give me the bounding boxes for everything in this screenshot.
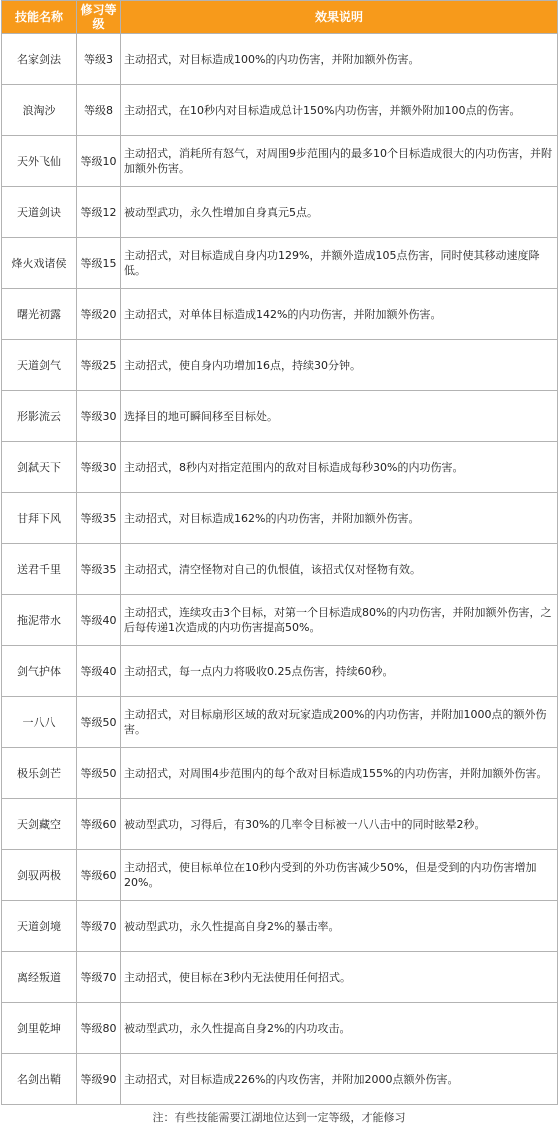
skill-name-cell: 剑弑天下 xyxy=(2,442,77,493)
skill-name-cell: 浪淘沙 xyxy=(2,85,77,136)
level-cell: 等级30 xyxy=(77,391,121,442)
effect-cell: 主动招式，每一点内力将吸收0.25点伤害，持续60秒。 xyxy=(121,646,558,697)
table-row xyxy=(2,187,558,238)
effect-cell: 主动招式，对目标造成自身内功129%，并额外造成105点伤害，同时使其移动速度降低。 xyxy=(121,238,558,289)
skill-name-cell: 天道剑气 xyxy=(2,340,77,391)
table-row xyxy=(2,289,558,340)
skill-name-cell: 天剑藏空 xyxy=(2,799,77,850)
skill-name-cell: 形影流云 xyxy=(2,391,77,442)
skill-name-cell: 甘拜下风 xyxy=(2,493,77,544)
skill-name-cell: 天外飞仙 xyxy=(2,136,77,187)
level-cell: 等级60 xyxy=(77,850,121,901)
skill-name-cell: 名家剑法 xyxy=(2,34,77,85)
table-row xyxy=(2,340,558,391)
effect-cell: 主动招式，对单体目标造成142%的内功伤害，并附加额外伤害。 xyxy=(121,289,558,340)
table-row xyxy=(2,850,558,901)
level-cell: 等级15 xyxy=(77,238,121,289)
table-row xyxy=(2,748,558,799)
skill-name-cell: 拖泥带水 xyxy=(2,595,77,646)
header-effect: 效果说明 xyxy=(121,1,558,34)
table-row xyxy=(2,697,558,748)
table-row xyxy=(2,952,558,1003)
header-skill-name: 技能名称 xyxy=(2,1,77,34)
level-cell: 等级40 xyxy=(77,646,121,697)
table-row xyxy=(2,238,558,289)
table-row xyxy=(2,136,558,187)
level-cell: 等级60 xyxy=(77,799,121,850)
table-row xyxy=(2,646,558,697)
skill-name-cell: 剑气护体 xyxy=(2,646,77,697)
level-cell: 等级50 xyxy=(77,697,121,748)
skill-name-cell: 剑里乾坤 xyxy=(2,1003,77,1054)
skill-name-cell: 天道剑诀 xyxy=(2,187,77,238)
effect-cell: 主动招式，消耗所有怒气，对周围9步范围内的最多10个目标造成很大的内功伤害，并附加额外伤害。 xyxy=(121,136,558,187)
table-row xyxy=(2,544,558,595)
effect-cell: 主动招式，使目标单位在10秒内受到的外功伤害减少50%，但是受到的内功伤害增加20%。 xyxy=(121,850,558,901)
header-level: 修习等级 xyxy=(77,1,121,34)
effect-cell: 主动招式，清空怪物对自己的仇恨值，该招式仅对怪物有效。 xyxy=(121,544,558,595)
table-row xyxy=(2,391,558,442)
level-cell: 等级3 xyxy=(77,34,121,85)
effect-cell: 主动招式，对目标造成100%的内功伤害，并附加额外伤害。 xyxy=(121,34,558,85)
footnote: 注：有些技能需要江湖地位达到一定等级，才能修习 xyxy=(152,1111,406,1124)
skill-name-cell: 剑驭两极 xyxy=(2,850,77,901)
effect-cell: 主动招式，8秒内对指定范围内的敌对目标造成每秒30%的内功伤害。 xyxy=(121,442,558,493)
level-cell: 等级10 xyxy=(77,136,121,187)
level-cell: 等级12 xyxy=(77,187,121,238)
table-row xyxy=(2,442,558,493)
level-cell: 等级50 xyxy=(77,748,121,799)
level-cell: 等级80 xyxy=(77,1003,121,1054)
level-cell: 等级35 xyxy=(77,544,121,595)
level-cell: 等级40 xyxy=(77,595,121,646)
level-cell: 等级70 xyxy=(77,952,121,1003)
table-row xyxy=(2,799,558,850)
effect-cell: 主动招式，对目标造成162%的内功伤害，并附加额外伤害。 xyxy=(121,493,558,544)
level-cell: 等级20 xyxy=(77,289,121,340)
skill-name-cell: 极乐剑芒 xyxy=(2,748,77,799)
effect-cell: 主动招式，使自身内功增加16点，持续30分钟。 xyxy=(121,340,558,391)
level-cell: 等级90 xyxy=(77,1054,121,1105)
skill-name-cell: 天道剑境 xyxy=(2,901,77,952)
skills-table xyxy=(1,0,558,1105)
table-row xyxy=(2,1003,558,1054)
effect-cell: 被动型武功，永久性提高自身2%的暴击率。 xyxy=(121,901,558,952)
skill-name-cell: 离经叛道 xyxy=(2,952,77,1003)
level-cell: 等级70 xyxy=(77,901,121,952)
skill-name-cell: 一八八 xyxy=(2,697,77,748)
level-cell: 等级25 xyxy=(77,340,121,391)
skill-name-cell: 名剑出鞘 xyxy=(2,1054,77,1105)
effect-cell: 被动型武功，永久性提高自身2%的内功攻击。 xyxy=(121,1003,558,1054)
effect-cell: 被动型武功，习得后，有30%的几率令目标被一八八击中的同时眩晕2秒。 xyxy=(121,799,558,850)
effect-cell: 主动招式，连续攻击3个目标，对第一个目标造成80%的内功伤害，并附加额外伤害，之后每传递1次造成的内功伤害提高50%。 xyxy=(121,595,558,646)
level-cell: 等级8 xyxy=(77,85,121,136)
effect-cell: 主动招式，在10秒内对目标造成总计150%内功伤害，并额外附加100点的伤害。 xyxy=(121,85,558,136)
effect-cell: 主动招式，使目标在3秒内无法使用任何招式。 xyxy=(121,952,558,1003)
effect-cell: 主动招式，对目标造成226%的内攻伤害，并附加2000点额外伤害。 xyxy=(121,1054,558,1105)
level-cell: 等级30 xyxy=(77,442,121,493)
skill-name-cell: 曙光初露 xyxy=(2,289,77,340)
table-row xyxy=(2,34,558,85)
effect-cell: 选择目的地可瞬间移至目标处。 xyxy=(121,391,558,442)
table-row xyxy=(2,901,558,952)
table-row xyxy=(2,595,558,646)
level-cell: 等级35 xyxy=(77,493,121,544)
effect-cell: 被动型武功，永久性增加自身真元5点。 xyxy=(121,187,558,238)
table-row xyxy=(2,85,558,136)
table-row xyxy=(2,493,558,544)
skill-name-cell: 烽火戏诸侯 xyxy=(2,238,77,289)
table-row xyxy=(2,1054,558,1105)
effect-cell: 主动招式，对目标扇形区域的敌对玩家造成200%的内功伤害，并附加1000点的额外伤害。 xyxy=(121,697,558,748)
effect-cell: 主动招式，对周围4步范围内的每个敌对目标造成155%的内功伤害，并附加额外伤害。 xyxy=(121,748,558,799)
skill-name-cell: 送君千里 xyxy=(2,544,77,595)
header-row xyxy=(2,1,558,34)
